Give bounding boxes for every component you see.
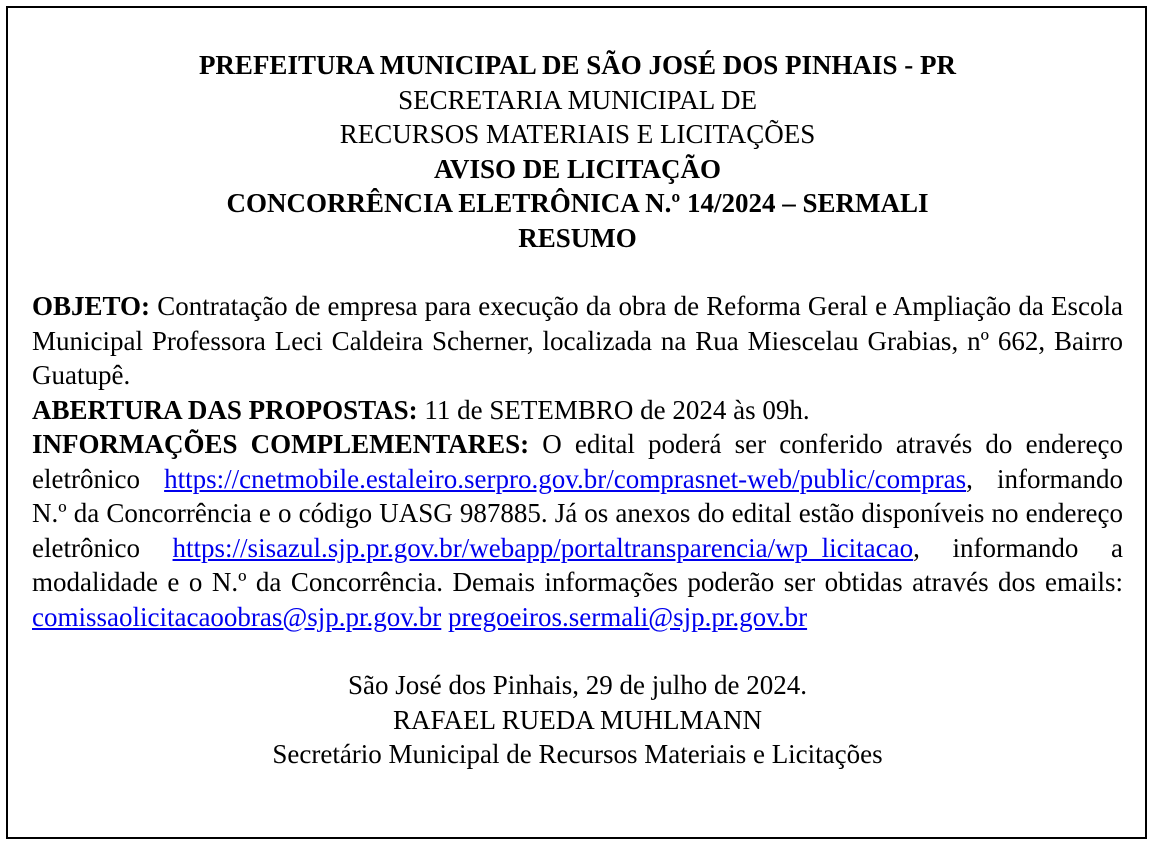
- objeto-paragraph: [32, 289, 1123, 393]
- notice-body: [32, 289, 1123, 634]
- tender-number: CONCORRÊNCIA ELETRÔNICA N.º 14/2024 – SERMALI: [226, 188, 929, 218]
- informacoes-paragraph: [32, 427, 1123, 634]
- secretariat-line-1: SECRETARIA MUNICIPAL DE: [398, 84, 757, 115]
- objeto-label: OBJETO:: [32, 291, 151, 321]
- signatory-role: Secretário Municipal de Recursos Materiais e Licitações: [272, 739, 883, 769]
- sermali-email-link[interactable]: pregoeiros.sermali@sjp.pr.gov.br: [448, 601, 808, 632]
- notice-footer: [32, 668, 1123, 772]
- informacoes-label: INFORMAÇÕES COMPLEMENTARES:: [32, 429, 530, 459]
- objeto-text: Contratação de empresa para execução da obra de Reforma Geral e Ampliação da Escola Municipal Professora Leci Caldeira Scherner, localizada na Rua Miescelau Grabias, nº 662, Bairro Guatupê.: [32, 291, 1123, 390]
- informacoes-text-3: , informando a modalidade e o N.º da Concorrência. Demais informações poderão ser obtidas através dos emails:: [32, 532, 1123, 597]
- notice-header: [32, 48, 1123, 255]
- obras-email-link[interactable]: comissaolicitacaoobras@sjp.pr.gov.br: [32, 601, 442, 632]
- informacoes-text-1: O edital poderá ser conferido através do endereço eletrônico: [32, 429, 1123, 494]
- secretariat-line-2: RECURSOS MATERIAIS E LICITAÇÕES: [339, 119, 816, 149]
- abertura-text: 11 de SETEMBRO de 2024 às 09h.: [417, 394, 810, 425]
- summary-heading: RESUMO: [518, 222, 637, 253]
- notice-frame: [6, 6, 1147, 839]
- signatory-name: RAFAEL RUEDA MUHLMANN: [392, 704, 762, 735]
- abertura-paragraph: [32, 393, 1123, 428]
- abertura-label: ABERTURA DAS PROPOSTAS:: [32, 394, 418, 425]
- notice-content: [32, 48, 1123, 772]
- informacoes-text-2: , informando N.º da Concorrência e o código UASG 987885. Já os anexos do edital estão disponíveis no endereço eletrônico: [32, 463, 1123, 563]
- municipality-title: PREFEITURA MUNICIPAL DE SÃO JOSÉ DOS PINHAIS - PR: [198, 50, 957, 80]
- portal-transparencia-link[interactable]: https://sisazul.sjp.pr.gov.br/webapp/portaltransparencia/wp_licitacao: [172, 532, 914, 563]
- notice-type: AVISO DE LICITAÇÃO: [433, 153, 722, 184]
- comprasnet-link[interactable]: https://cnetmobile.estaleiro.serpro.gov.br/comprasnet-web/public/compras: [164, 463, 967, 494]
- place-date: São José dos Pinhais, 29 de julho de 2024.: [348, 670, 807, 700]
